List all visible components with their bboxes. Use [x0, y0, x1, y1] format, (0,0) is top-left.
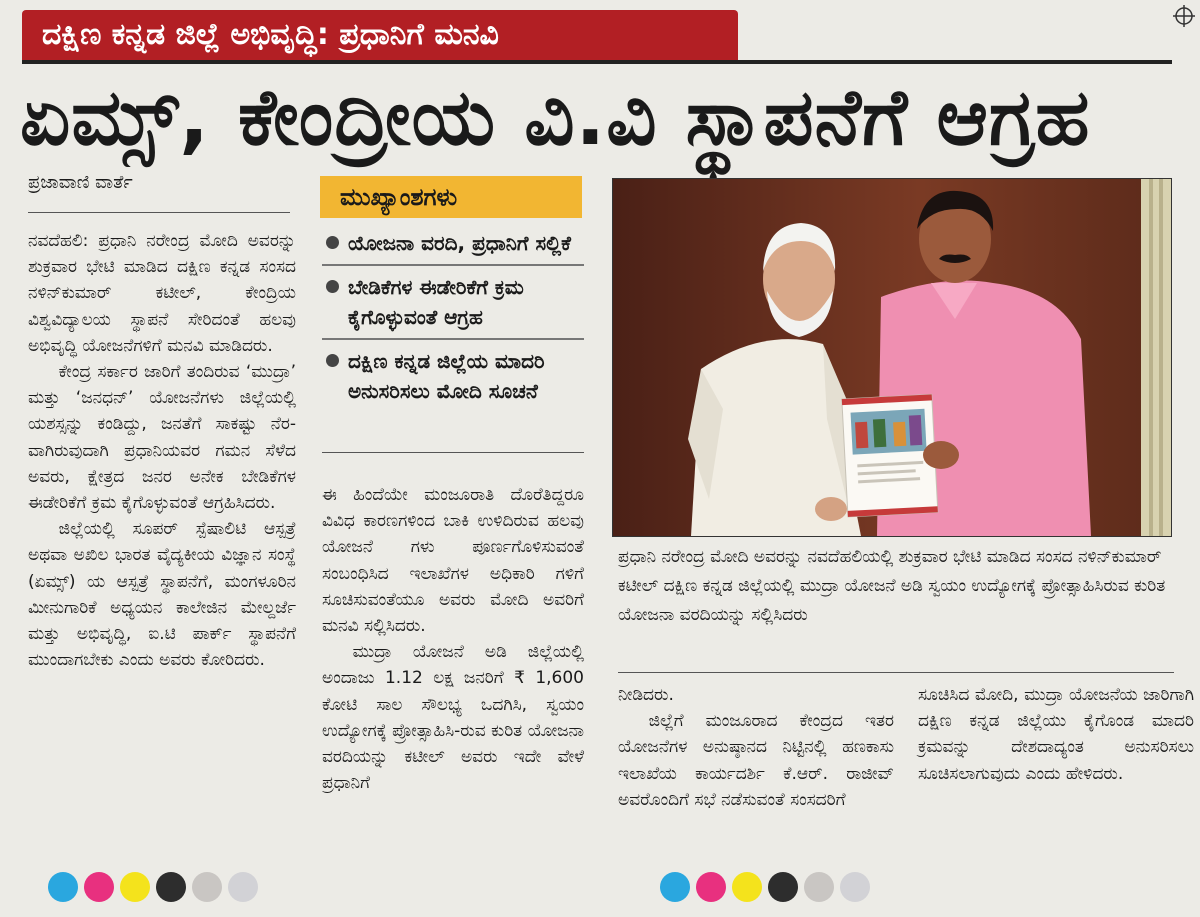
article-column-3	[618, 682, 894, 813]
article-paragraph: ಮುದ್ರಾ ಯೋಜನೆ ಅಡಿ ಜಿಲ್ಲೆಯಲ್ಲಿ ಅಂದಾಜು 1.12 ಲಕ್ಷ ಜನರಿಗೆ ₹ 1,600 ಕೋಟಿ ಸಾಲ ಸೌಲಭ್ಯ ಒದಗಿಸಿ, ಸ್ವಯಂ ಉದ್ಯೋಗಕ್ಕೆ ಪ್ರೋತ್ಸಾಹಿಸಿ-ರುವ ಕುರಿತ ಯೋಜನಾ ವರದಿಯನ್ನು ಕಟೀಲ್ ಅವರು ಇದೇ ವೇಳೆ ಪ್ರಧಾನಿಗೆ	[322, 642, 584, 794]
registration-marks-right	[660, 872, 870, 902]
highlight-text: ದಕ್ಷಿಣ ಕನ್ನಡ ಜಿಲ್ಲೆಯ ಮಾದರಿ ಅನುಸರಿಸಲು ಮೋದಿ ಸೂಚನೆ	[348, 349, 545, 403]
photo-illustration	[613, 179, 1171, 536]
caption-rule	[618, 672, 1174, 673]
kicker-rule	[22, 60, 1172, 64]
highlight-item	[322, 340, 584, 412]
highlights-rule	[322, 452, 584, 453]
registration-dot	[48, 872, 78, 902]
article-column-2	[322, 482, 584, 796]
bullet-icon	[326, 280, 339, 293]
highlight-item	[322, 266, 584, 340]
kicker-banner: ದಕ್ಷಿಣ ಕನ್ನಡ ಜಿಲ್ಲೆ ಅಭಿವೃದ್ಧಿ: ಪ್ರಧಾನಿಗೆ ಮನವಿ	[22, 10, 738, 60]
article-paragraph: ಈ ಹಿಂದೆಯೇ ಮಂಜೂರಾತಿ ದೊರೆತಿದ್ದರೂ ವಿವಿಧ ಕಾರಣಗಳಿಂದ ಬಾಕಿ ಉಳಿದಿರುವ ಹಲವು ಯೋಜನೆ ಗಳು ಪೂರ್ಣಗೊಳಿಸುವಂತೆ ಸಂಬಂಧಿಸಿದ ಇಲಾಖೆಗಳ ಅಧಿಕಾರಿ ಗಳಿಗೆ ಸೂಚಿಸುವಂತೆಯೂ ಅವರು ಮೋದಿ ಅವರಿಗೆ ಮನವಿ ಸಲ್ಲಿಸಿದರು.	[322, 485, 584, 637]
photo-caption: ಪ್ರಧಾನಿ ನರೇಂದ್ರ ಮೋದಿ ಅವರನ್ನು ನವದೆಹಲಿಯಲ್ಲಿ ಶುಕ್ರವಾರ ಭೇಟಿ ಮಾಡಿದ ಸಂಸದ ನಳಿನ್‌ಕುಮಾರ್ ಕಟೀಲ್ ದಕ್ಷಿಣ ಕನ್ನಡ ಜಿಲ್ಲೆಯಲ್ಲಿ ಮುದ್ರಾ ಯೋಜನೆ ಅಡಿ ಸ್ವಯಂ ಉದ್ಯೋಗಕ್ಕೆ ಪ್ರೋತ್ಸಾಹಿಸಿರುವ ಕುರಿತ ಯೋಜನಾ ವರದಿಯನ್ನು ಸಲ್ಲಿಸಿದರು	[618, 547, 1166, 625]
bullet-icon	[326, 236, 339, 249]
registration-dot	[696, 872, 726, 902]
byline: ಪ್ರಜಾವಾಣಿ ವಾರ್ತೆ	[28, 172, 133, 193]
article-column-1	[28, 228, 296, 673]
headline: ಏಮ್ಸ್, ಕೇಂದ್ರೀಯ ವಿ.ವಿ ಸ್ಥಾಪನೆಗೆ ಆಗ್ರಹ	[20, 73, 1091, 163]
registration-dot	[732, 872, 762, 902]
registration-dot	[120, 872, 150, 902]
bullet-icon	[326, 354, 339, 367]
article-paragraph: ನವದೆಹಲಿ: ಪ್ರಧಾನಿ ನರೇಂದ್ರ ಮೋದಿ ಅವರನ್ನು ಶುಕ್ರವಾರ ಭೇಟಿ ಮಾಡಿದ ದಕ್ಷಿಣ ಕನ್ನಡ ಸಂಸದ ನಳಿನ್‌ಕುಮಾರ್ ಕಟೀಲ್, ಕೇಂದ್ರಿಯ ವಿಶ್ವವಿದ್ಯಾಲಯ ಸ್ಥಾಪನೆ ಸೇರಿದಂತೆ ಹಲವು ಅಭಿವೃದ್ಧಿ ಯೋಜನೆಗಳಿಗೆ ಮನವಿ ಮಾಡಿದರು.	[28, 231, 296, 356]
article-paragraph: ಕೇಂದ್ರ ಸರ್ಕಾರ ಜಾರಿಗೆ ತಂದಿರುವ ‘ಮುದ್ರಾ’ ಮತ್ತು ‘ಜನಧನ್’ ಯೋಜನೆಗಳು ಜಿಲ್ಲೆಯಲ್ಲಿ ಯಶಸ್ಸನ್ನು ಕಂಡಿದ್ದು, ಜನತೆಗೆ ಸಾಕಷ್ಟು ನೆರ-ವಾಗಿರುವುದಾಗಿ ಪ್ರಧಾನಿಯವರ ಗಮನ ಸೆಳೆದ ಅವರು, ಕ್ಷೇತ್ರದ ಜನರ ಅನೇಕ ಬೇಡಿಕೆಗಳ ಈಡೇರಿಕೆಗೆ ಕ್ರಮ ಕೈಗೊಳ್ಳುವಂತೆ ಆಗ್ರಹಿಸಿದರು.	[28, 362, 296, 514]
article-paragraph: ಸೂಚಿಸಿದ ಮೋದಿ, ಮುದ್ರಾ ಯೋಜನೆಯ ಜಾರಿಗಾಗಿ ದಕ್ಷಿಣ ಕನ್ನಡ ಜಿಲ್ಲೆಯು ಕೈಗೊಂಡ ಮಾದರಿ ಕ್ರಮವನ್ನು ದೇಶದಾದ್ಯಂತ ಅನುಸರಿಸಲು ಸೂಚಿಸಲಾಗುವುದು ಎಂದು ಹೇಳಿದರು.	[918, 685, 1194, 784]
news-photo	[612, 178, 1172, 537]
registration-dot	[156, 872, 186, 902]
article-column-4	[918, 682, 1194, 787]
registration-dot	[840, 872, 870, 902]
article-paragraph: ಜಿಲ್ಲೆಗೆ ಮಂಜೂರಾದ ಕೇಂದ್ರದ ಇತರ ಯೋಜನೆಗಳ ಅನುಷ್ಠಾನದ ನಿಟ್ಟಿನಲ್ಲಿ ಹಣಕಾಸು ಇಲಾಖೆಯ ಕಾರ್ಯದರ್ಶಿ ಕೆ.ಆರ್. ರಾಜೀವ್ ಅವರೊಂದಿಗೆ ಸಭೆ ನಡೆಸುವಂತೆ ಸಂಸದರಿಗೆ	[618, 711, 894, 810]
registration-dot	[84, 872, 114, 902]
registration-dot	[660, 872, 690, 902]
registration-dot	[804, 872, 834, 902]
crosshair-icon	[1172, 4, 1196, 28]
highlights-list	[322, 222, 584, 412]
registration-marks-left	[48, 872, 258, 902]
highlights-title: ಮುಖ್ಯಾಂಶಗಳು	[320, 176, 582, 218]
highlight-text: ಯೋಜನಾ ವರದಿ, ಪ್ರಧಾನಿಗೆ ಸಲ್ಲಿಕೆ	[348, 231, 571, 255]
registration-dot	[768, 872, 798, 902]
highlight-item	[322, 222, 584, 266]
registration-dot	[228, 872, 258, 902]
article-paragraph: ಜಿಲ್ಲೆಯಲ್ಲಿ ಸೂಪರ್ ಸ್ಪೆಷಾಲಿಟಿ ಆಸ್ಪತ್ರೆ ಅಥವಾ ಅಖಿಲ ಭಾರತ ವೈದ್ಯಕೀಯ ವಿಜ್ಞಾನ ಸಂಸ್ಥೆ (ಏಮ್ಸ್) ಯ ಆಸ್ಪತ್ರೆ ಸ್ಥಾಪನೆಗೆ, ಮಂಗಳೂರಿನ ಮೀನುಗಾರಿಕೆ ಅಧ್ಯಯನ ಕಾಲೇಜಿನ ಮೇಲ್ದರ್ಜೆ ಮತ್ತು ಅಭಿವೃದ್ಧಿ, ಐ.ಟಿ ಪಾರ್ಕ್ ಸ್ಥಾಪನೆಗೆ ಮುಂದಾಗಬೇಕು ಎಂದು ಅವರು ಕೋರಿದರು.	[28, 519, 296, 671]
registration-dot	[192, 872, 222, 902]
article-paragraph: ನೀಡಿದರು.	[618, 685, 674, 705]
byline-rule	[28, 212, 290, 213]
highlight-text: ಬೇಡಿಕೆಗಳ ಈಡೇರಿಕೆಗೆ ಕ್ರಮ ಕೈಗೊಳ್ಳುವಂತೆ ಆಗ್ರಹ	[348, 275, 524, 329]
